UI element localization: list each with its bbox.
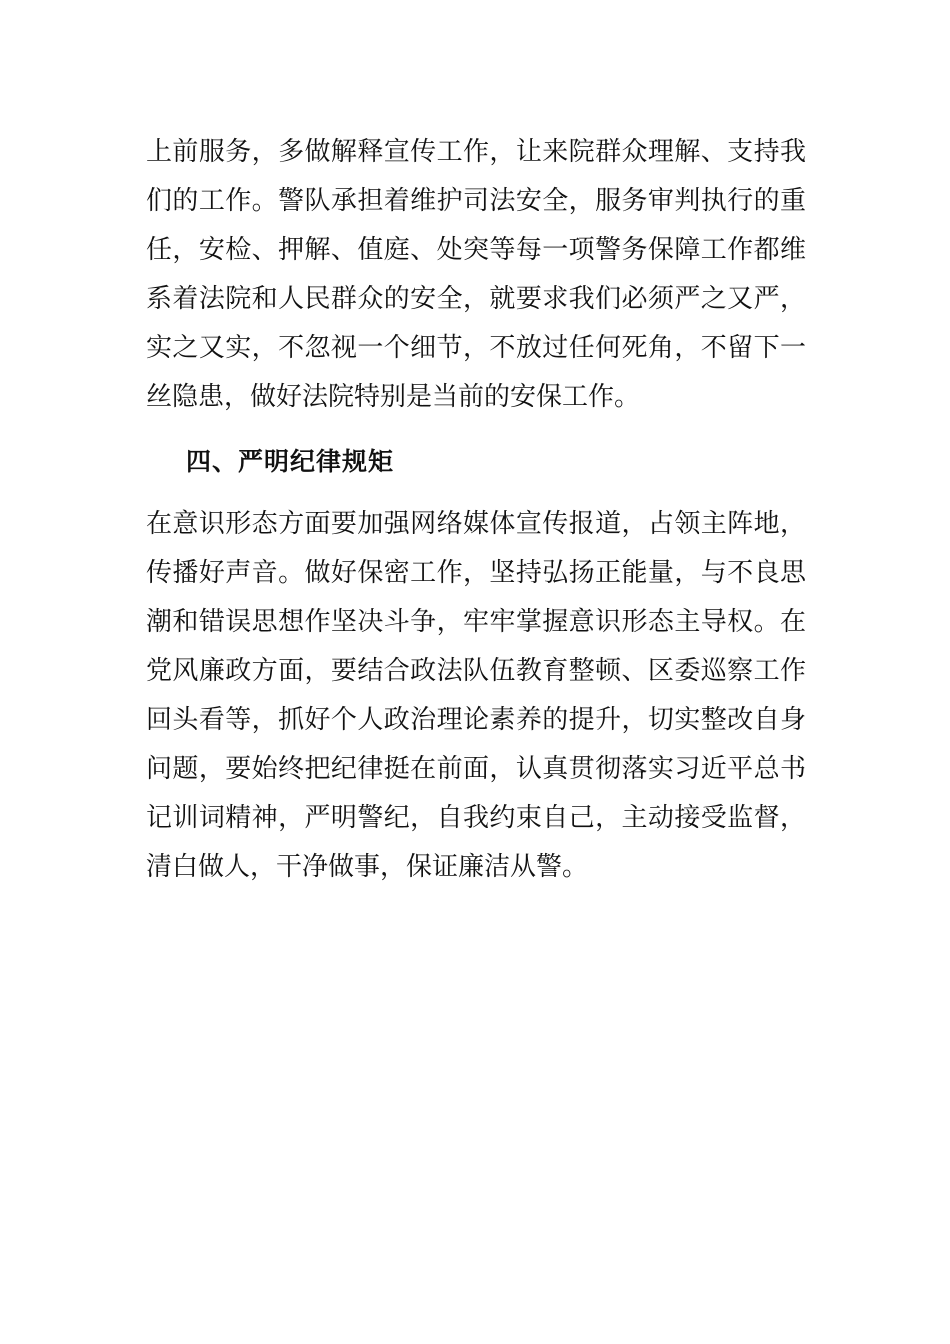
paragraph-line: 上前服务，多做解释宣传工作，让来院群众理解、支持我: [146, 137, 806, 167]
paragraph-line: 记训词精神，严明警纪，自我约束自己，主动接受监督，: [146, 803, 806, 833]
paragraph-line: 丝隐患，做好法院特别是当前的安保工作。: [146, 382, 641, 412]
paragraph-line: 回头看等，抓好个人政治理论素养的提升，切实整改自身: [146, 705, 806, 735]
paragraph-line: 潮和错误思想作坚决斗争，牢牢掌握意识形态主导权。在: [146, 607, 806, 637]
paragraph-line: 任，安检、押解、值庭、处突等每一项警务保障工作都维: [146, 235, 806, 265]
paragraph-line: 党风廉政方面，要结合政法队伍教育整顿、区委巡察工作: [146, 656, 806, 686]
paragraph-line: 实之又实，不忽视一个细节，不放过任何死角，不留下一: [146, 333, 806, 363]
section-heading: 四、严明纪律规矩: [186, 447, 395, 476]
paragraph-line: 系着法院和人民群众的安全，就要求我们必须严之又严，: [146, 284, 806, 314]
paragraph-line: 们的工作。警队承担着维护司法安全，服务审判执行的重: [146, 186, 806, 216]
body-paragraph-1: [146, 128, 806, 422]
paragraph-line: 问题，要始终把纪律挺在前面，认真贯彻落实习近平总书: [146, 754, 806, 784]
paragraph-line: 传播好声音。做好保密工作，坚持弘扬正能量，与不良思: [146, 558, 806, 588]
paragraph-line: 清白做人，干净做事，保证廉洁从警。: [146, 852, 589, 882]
paragraph-line: 在意识形态方面要加强网络媒体宣传报道，占领主阵地，: [146, 509, 806, 539]
body-paragraph-2: [146, 500, 806, 892]
